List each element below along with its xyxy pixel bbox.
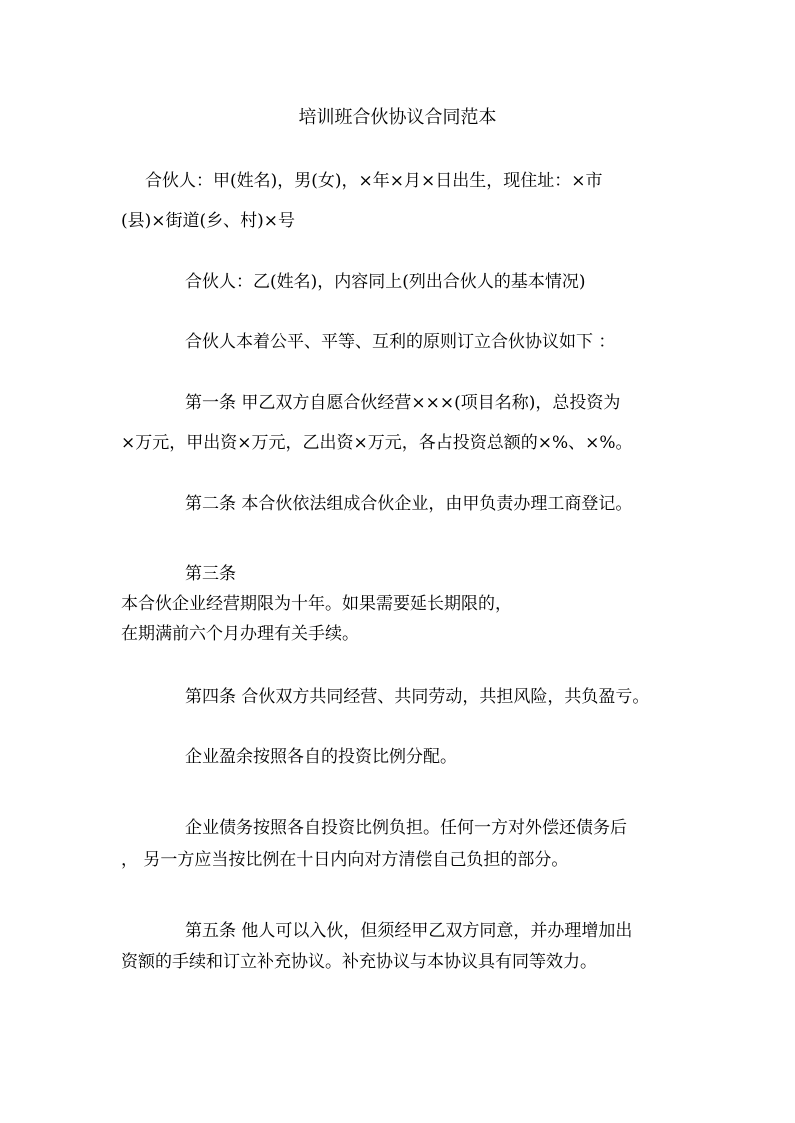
paragraph-line: (县)×街道(乡、村)×号 (121, 211, 296, 231)
paragraph-line: 第三条 (185, 564, 236, 584)
paragraph-line: 合伙人：甲(姓名)，男(女)，×年×月×日出生，现住址：×市 (145, 171, 603, 191)
paragraph-line: 企业盈余按照各自的投资比例分配。 (185, 747, 457, 767)
paragraph-line: 第一条 甲乙双方自愿合伙经营×××(项目名称)，总投资为 (185, 393, 621, 413)
paragraph-line: 第四条 合伙双方共同经营、共同劳动，共担风险，共负盈亏。 (185, 687, 650, 707)
paragraph-line: 本合伙企业经营期限为十年。如果需要延长期限的， (121, 594, 512, 614)
paragraph-line: ×万元，甲出资×万元，乙出资×万元，各占投资总额的×%、×%。 (121, 433, 633, 453)
paragraph-line: ， 另一方应当按比例在十日内向对方清偿自己负担的部分。 (121, 850, 569, 870)
paragraph-line: 在期满前六个月办理有关手续。 (121, 624, 359, 644)
paragraph-line: 企业债务按照各自投资比例负担。任何一方对外偿还债务后 (185, 818, 627, 838)
paragraph-line: 第五条 他人可以入伙，但须经甲乙双方同意，并办理增加出 (185, 921, 633, 941)
paragraph-line: 资额的手续和订立补充协议。补充协议与本协议具有同等效力。 (121, 952, 597, 972)
paragraph-line: 合伙人：乙(姓名)，内容同上(列出合伙人的基本情况) (185, 272, 586, 292)
paragraph-line: 第二条 本合伙依法组成合伙企业，由甲负责办理工商登记。 (185, 494, 633, 514)
paragraph-line: 合伙人本着公平、平等、互利的原则订立合伙协议如下 ： (185, 332, 616, 352)
document-title: 培训班合伙协议合同范本 (298, 107, 497, 128)
